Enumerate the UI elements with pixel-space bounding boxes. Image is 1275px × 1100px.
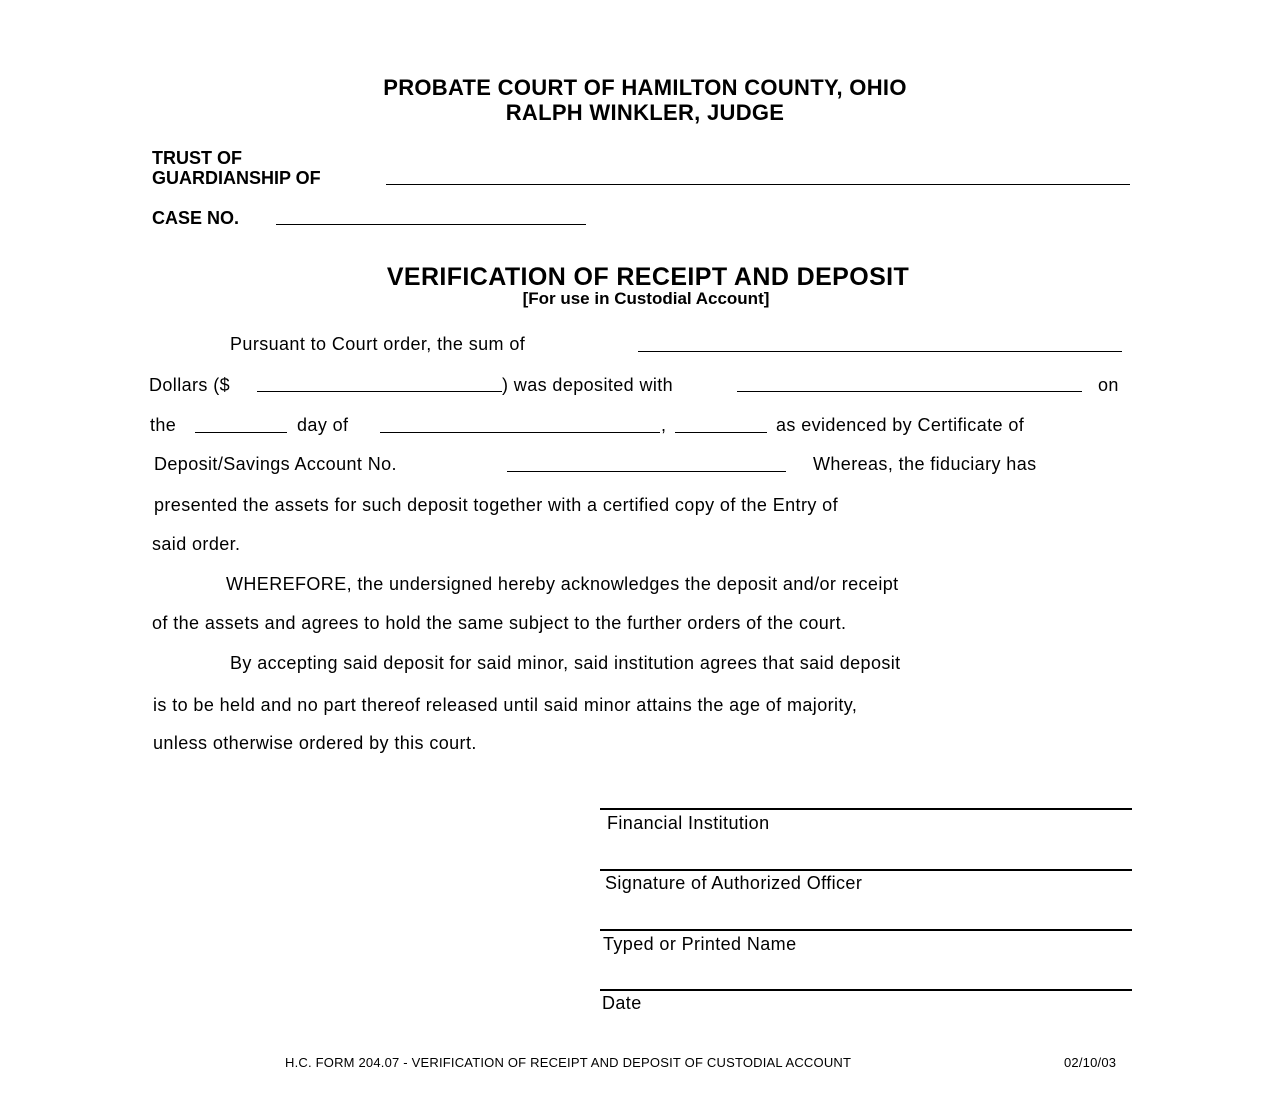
day-of-text: day of bbox=[297, 415, 349, 435]
wherefore-text: WHEREFORE, the undersigned hereby acknowledges the deposit and/or receipt bbox=[226, 574, 899, 594]
agrees-text: of the assets and agrees to hold the same subject to the further orders of the court. bbox=[152, 613, 847, 633]
form-title: VERIFICATION OF RECEIPT AND DEPOSIT bbox=[386, 263, 910, 291]
case-number-field[interactable] bbox=[276, 224, 586, 225]
month-field[interactable] bbox=[380, 432, 660, 433]
court-name-heading: PROBATE COURT OF HAMILTON COUNTY, OHIO bbox=[383, 75, 907, 100]
account-no-text: Deposit/Savings Account No. bbox=[154, 454, 397, 474]
deposited-with-text: ) was deposited with bbox=[502, 375, 674, 395]
guardianship-name-field[interactable] bbox=[386, 184, 1130, 185]
said-order-text: said order. bbox=[152, 534, 241, 554]
dollar-amount-field[interactable] bbox=[257, 391, 502, 392]
guardianship-of-label: GUARDIANSHIP OF bbox=[152, 168, 321, 188]
certificate-text: as evidenced by Certificate of bbox=[776, 415, 1025, 435]
financial-institution-line[interactable] bbox=[600, 808, 1132, 810]
the-text: the bbox=[150, 415, 177, 435]
form-id-footer: H.C. FORM 204.07 - VERIFICATION OF RECEIPT AND DEPOSIT OF CUSTODIAL ACCOUNT bbox=[285, 1055, 852, 1070]
on-text: on bbox=[1098, 375, 1119, 395]
signature-label: Signature of Authorized Officer bbox=[605, 873, 863, 893]
printed-name-line[interactable] bbox=[600, 929, 1132, 931]
held-text: is to be held and no part thereof released until said minor attains the age of majority, bbox=[153, 695, 858, 715]
unless-text: unless otherwise ordered by this court. bbox=[153, 733, 477, 753]
form-subtitle: [For use in Custodial Account] bbox=[522, 289, 770, 308]
presented-text: presented the assets for such deposit together with a certified copy of the Entry of bbox=[154, 495, 838, 515]
revision-date-footer: 02/10/03 bbox=[1064, 1055, 1117, 1070]
date-line[interactable] bbox=[600, 989, 1132, 991]
trust-of-label: TRUST OF bbox=[152, 148, 242, 168]
day-field[interactable] bbox=[195, 432, 287, 433]
financial-institution-label: Financial Institution bbox=[607, 813, 770, 833]
account-number-field[interactable] bbox=[507, 471, 786, 472]
printed-name-label: Typed or Printed Name bbox=[603, 934, 797, 954]
sum-text: Pursuant to Court order, the sum of bbox=[230, 334, 526, 354]
accepting-text: By accepting said deposit for said minor, said institution agrees that said deposit bbox=[230, 653, 901, 673]
signature-line[interactable] bbox=[600, 869, 1132, 871]
dollars-text: Dollars ($ bbox=[149, 375, 231, 395]
year-field[interactable] bbox=[675, 432, 767, 433]
comma-text: , bbox=[661, 415, 667, 435]
case-no-label: CASE NO. bbox=[152, 208, 240, 228]
judge-name-heading: RALPH WINKLER, JUDGE bbox=[505, 100, 785, 125]
institution-field[interactable] bbox=[737, 391, 1082, 392]
date-label: Date bbox=[602, 993, 642, 1013]
whereas-text: Whereas, the fiduciary has bbox=[813, 454, 1037, 474]
sum-in-words-field[interactable] bbox=[638, 351, 1122, 352]
